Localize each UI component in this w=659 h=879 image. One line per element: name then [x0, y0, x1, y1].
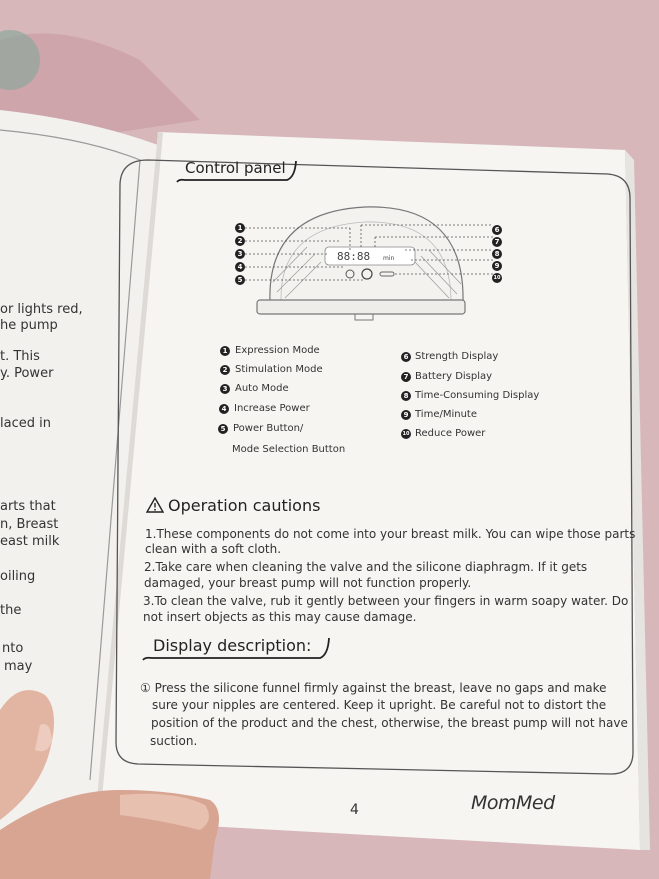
description-line: ① Press the silicone funnel firmly against the breast, leave no gaps and make	[140, 681, 607, 695]
legend-label-expression-mode: Expression Mode	[235, 345, 320, 356]
left-page-fragment: oiling	[0, 569, 36, 584]
brand-logo: MomMed	[471, 792, 555, 814]
callout-number: 8	[492, 249, 502, 259]
legend-number: 2	[220, 365, 230, 375]
description-line: suction.	[150, 734, 198, 748]
callout-number: 1	[235, 223, 245, 233]
caution-line: 1.These components do not come into your breast milk. You can wipe those parts	[145, 527, 636, 541]
legend-label-increase-power: Increase Power	[234, 403, 310, 414]
left-page-fragment: east milk	[0, 534, 60, 549]
left-page-fragment: or lights red,	[0, 302, 83, 317]
legend-number: 9	[401, 410, 411, 420]
callout-number: 7	[492, 237, 502, 247]
legend-label-time-minute: Time/Minute	[415, 409, 477, 420]
page-number: 4	[350, 802, 359, 818]
callout-number: 4	[235, 262, 245, 272]
callout-number: 9	[492, 261, 502, 271]
legend-label-time-consuming-display: Time-Consuming Display	[415, 390, 540, 401]
legend-number: 5	[218, 424, 228, 434]
legend-number: 10	[402, 431, 410, 437]
control-panel-title: Control panel	[185, 159, 286, 177]
left-page-fragment: y. Power	[0, 366, 54, 381]
legend-label-stimulation-mode: Stimulation Mode	[235, 364, 323, 375]
description-line: sure your nipples are centered. Keep it upright. Be careful not to distort the	[152, 698, 607, 712]
left-page-fragment: he pump	[0, 318, 58, 333]
callout-number: 2	[235, 236, 245, 246]
hand-fingers	[0, 680, 230, 879]
left-page-fragment: may	[4, 659, 33, 674]
caution-line: 2.Take care when cleaning the valve and the silicone diaphragm. If it gets	[144, 560, 588, 574]
legend-number: 7	[401, 372, 411, 382]
caution-line: clean with a soft cloth.	[145, 542, 282, 556]
warning-triangle-icon	[146, 497, 164, 513]
display-description-title: Display description:	[153, 636, 312, 655]
caution-line: not insert objects as this may cause damage.	[143, 610, 417, 624]
left-page-fragment: laced in	[0, 416, 51, 431]
legend-label-auto-mode: Auto Mode	[235, 383, 289, 394]
legend-number: 3	[220, 384, 230, 394]
pump-diagram	[225, 192, 515, 327]
display-unit: min	[383, 255, 395, 262]
legend-label-power-button: Power Button/	[233, 423, 304, 434]
legend-number: 6	[401, 352, 411, 362]
left-page-fragment: nto	[2, 641, 24, 656]
callout-number: 6	[492, 225, 502, 235]
legend-label-battery-display: Battery Display	[415, 371, 493, 382]
caution-line: damaged, your breast pump will not function properly.	[144, 576, 472, 590]
legend-number: 4	[219, 404, 229, 414]
left-page-fragment: arts that	[0, 499, 56, 514]
callout-number: 3	[235, 249, 245, 259]
left-page-fragment: the	[0, 603, 22, 618]
callout-number: 5	[235, 275, 245, 285]
legend-label-strength-display: Strength Display	[415, 351, 499, 362]
legend-label-reduce-power: Reduce Power	[415, 428, 486, 439]
display-readout: 88:88	[337, 250, 371, 263]
legend-number: 8	[401, 391, 411, 401]
callout-number: 10	[493, 275, 501, 281]
left-page-fragment: n, Breast	[0, 517, 59, 532]
left-page-fragment: t. This	[0, 349, 40, 364]
description-line: position of the product and the chest, otherwise, the breast pump will not have	[151, 716, 628, 730]
legend-number: 1	[220, 346, 230, 356]
caution-line: 3.To clean the valve, rub it gently between your fingers in warm soapy water. Do	[143, 594, 629, 608]
operation-cautions-title: Operation cautions	[168, 496, 321, 515]
legend-label-mode-selection: Mode Selection Button	[232, 444, 346, 455]
